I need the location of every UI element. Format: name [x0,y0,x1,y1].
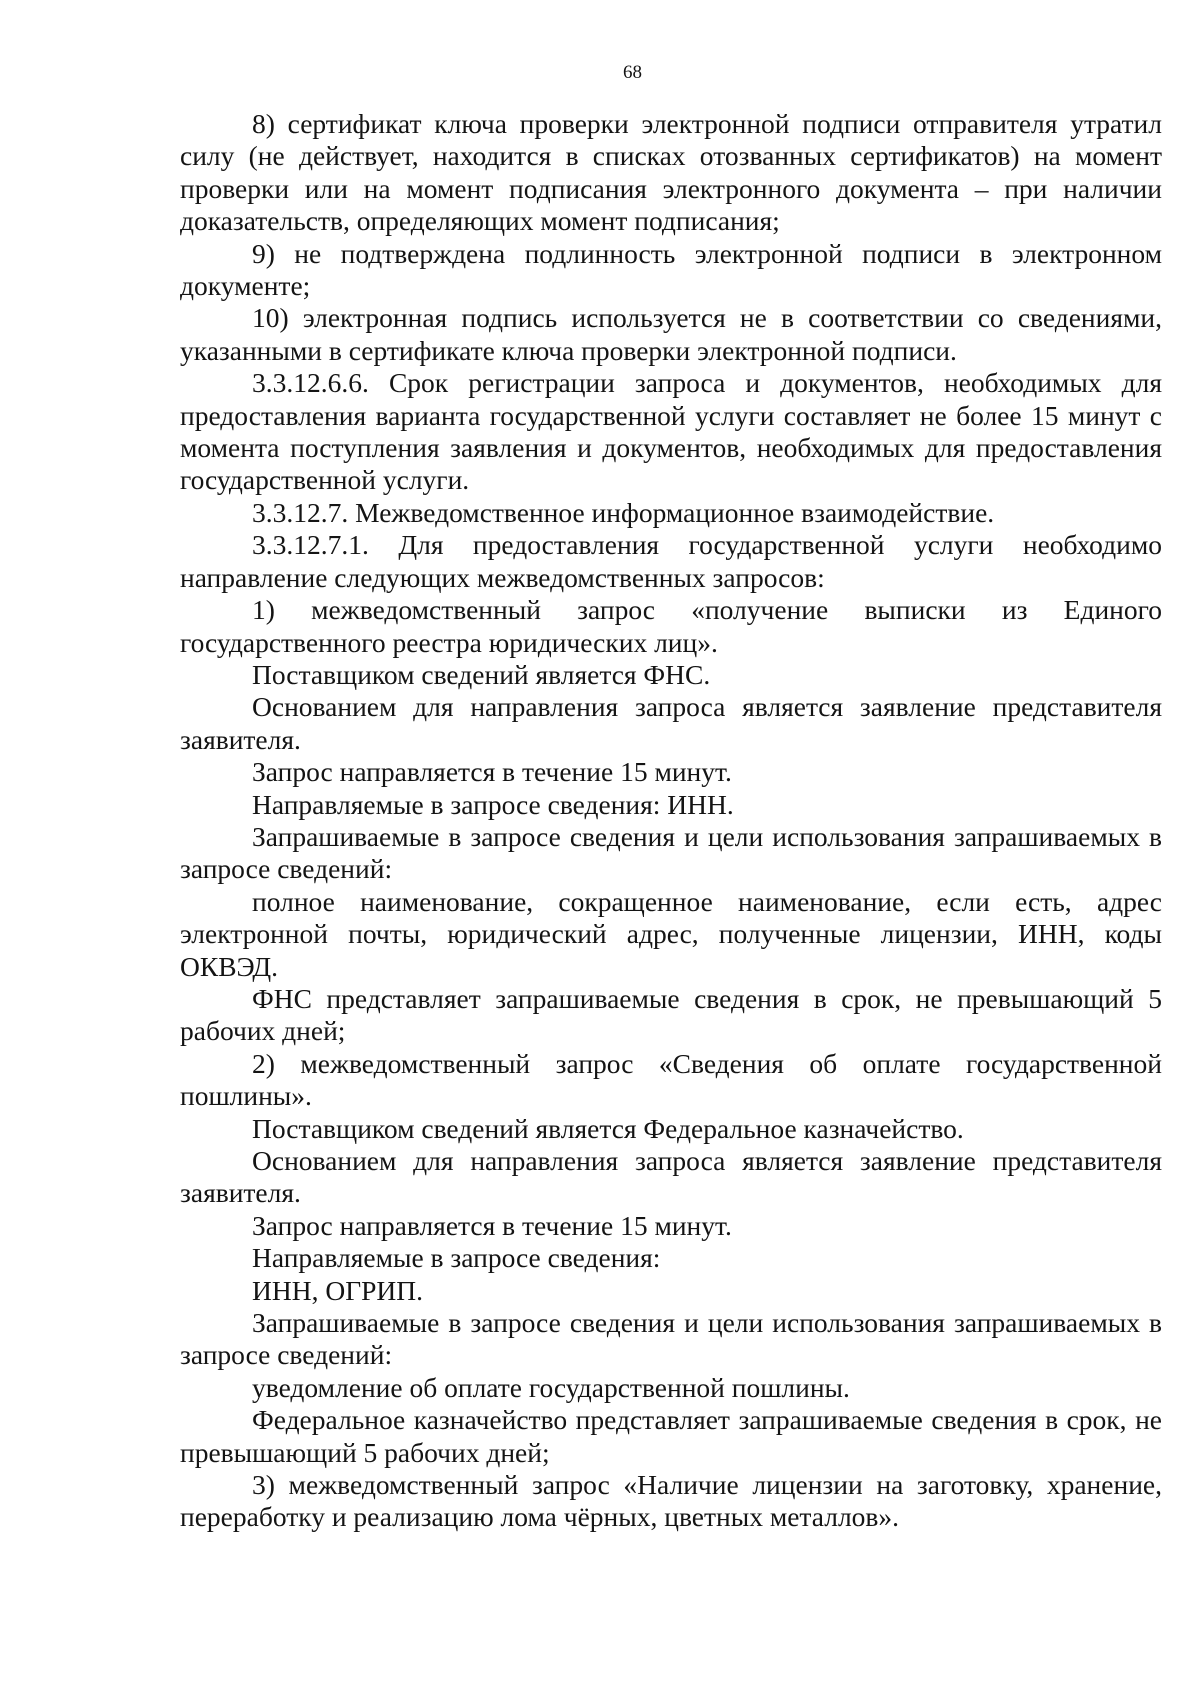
paragraph-timing-1: Запрос направляется в течение 15 минут. [252,756,732,788]
document-body [180,108,1162,1534]
paragraph-basis-2: Основанием для направления запроса является заявление представителя заявителя. [180,1145,1162,1209]
paragraph-requested-fields-2: уведомление об оплате государственной пошлины. [252,1371,850,1403]
paragraph-3-3-12-7-1-requests: 3.3.12.7.1. Для предоставления государственной услуги необходимо направление следующих межведомственных запросов: [180,529,1162,593]
page-number: 68 [623,62,642,83]
paragraph-sent-data-2-values: ИНН, ОГРИП. [252,1274,423,1306]
paragraph-sent-data-1: Направляемые в запросе сведения: ИНН. [252,788,734,820]
paragraph-provider-treasury: Поставщиком сведений является Федеральное казначейство. [252,1112,964,1144]
paragraph-request-1-egrul: 1) межведомственный запрос «получение выписки из Единого государственного реестра юридических лиц». [180,594,1162,658]
paragraph-3-3-12-6-6-registration-term: 3.3.12.6.6. Срок регистрации запроса и документов, необходимых для предоставления варианта государственной услуги составляет не более 15 минут с момента поступления заявления и документов, необходимых для предоставления государственной услуги. [180,367,1162,496]
paragraph-request-2-duty-payment: 2) межведомственный запрос «Сведения об оплате государственной пошлины». [180,1047,1162,1112]
paragraph-treasury-term: Федеральное казначейство представляет запрашиваемые сведения в срок, не превышающий 5 рабочих дней; [180,1404,1162,1468]
paragraph-3-3-12-7-heading: 3.3.12.7. Межведомственное информационное взаимодействие. [252,496,995,528]
paragraph-sent-data-2-label: Направляемые в запросе сведения: [252,1242,661,1274]
paragraph-requested-fields-1: полное наименование, сокращенное наименование, если есть, адрес электронной почты, юридический адрес, полученные лицензии, ИНН, коды ОКВЭД. [180,885,1162,982]
paragraph-timing-2: Запрос направляется в течение 15 минут. [252,1209,732,1241]
paragraph-provider-fns: Поставщиком сведений является ФНС. [252,658,711,690]
paragraph-item-8-cert-invalid: 8) сертификат ключа проверки электронной подписи отправителя утратил силу (не действует, находится в списках отозванных сертификатов) на момент проверки или на момент подписания электронного документа – при наличии доказательств, определяющих момент подписания; [180,108,1162,237]
paragraph-requested-data-1: Запрашиваемые в запросе сведения и цели использования запрашиваемых в запросе сведений: [180,820,1162,885]
paragraph-requested-data-2: Запрашиваемые в запросе сведения и цели использования запрашиваемых в запросе сведений: [180,1307,1162,1371]
paragraph-item-9-signature-unverified: 9) не подтверждена подлинность электронной подписи в электронном документе; [180,237,1162,302]
paragraph-basis-1: Основанием для направления запроса является заявление представителя заявителя. [180,691,1162,755]
paragraph-fns-term: ФНС представляет запрашиваемые сведения в срок, не превышающий 5 рабочих дней; [180,982,1162,1047]
paragraph-request-3-license: 3) межведомственный запрос «Наличие лицензии на заготовку, хранение, переработку и реализацию лома чёрных, цветных металлов». [180,1469,1162,1533]
paragraph-item-10-signature-misuse: 10) электронная подпись используется не в соответствии со сведениями, указанными в сертификате ключа проверки электронной подписи. [180,302,1162,366]
